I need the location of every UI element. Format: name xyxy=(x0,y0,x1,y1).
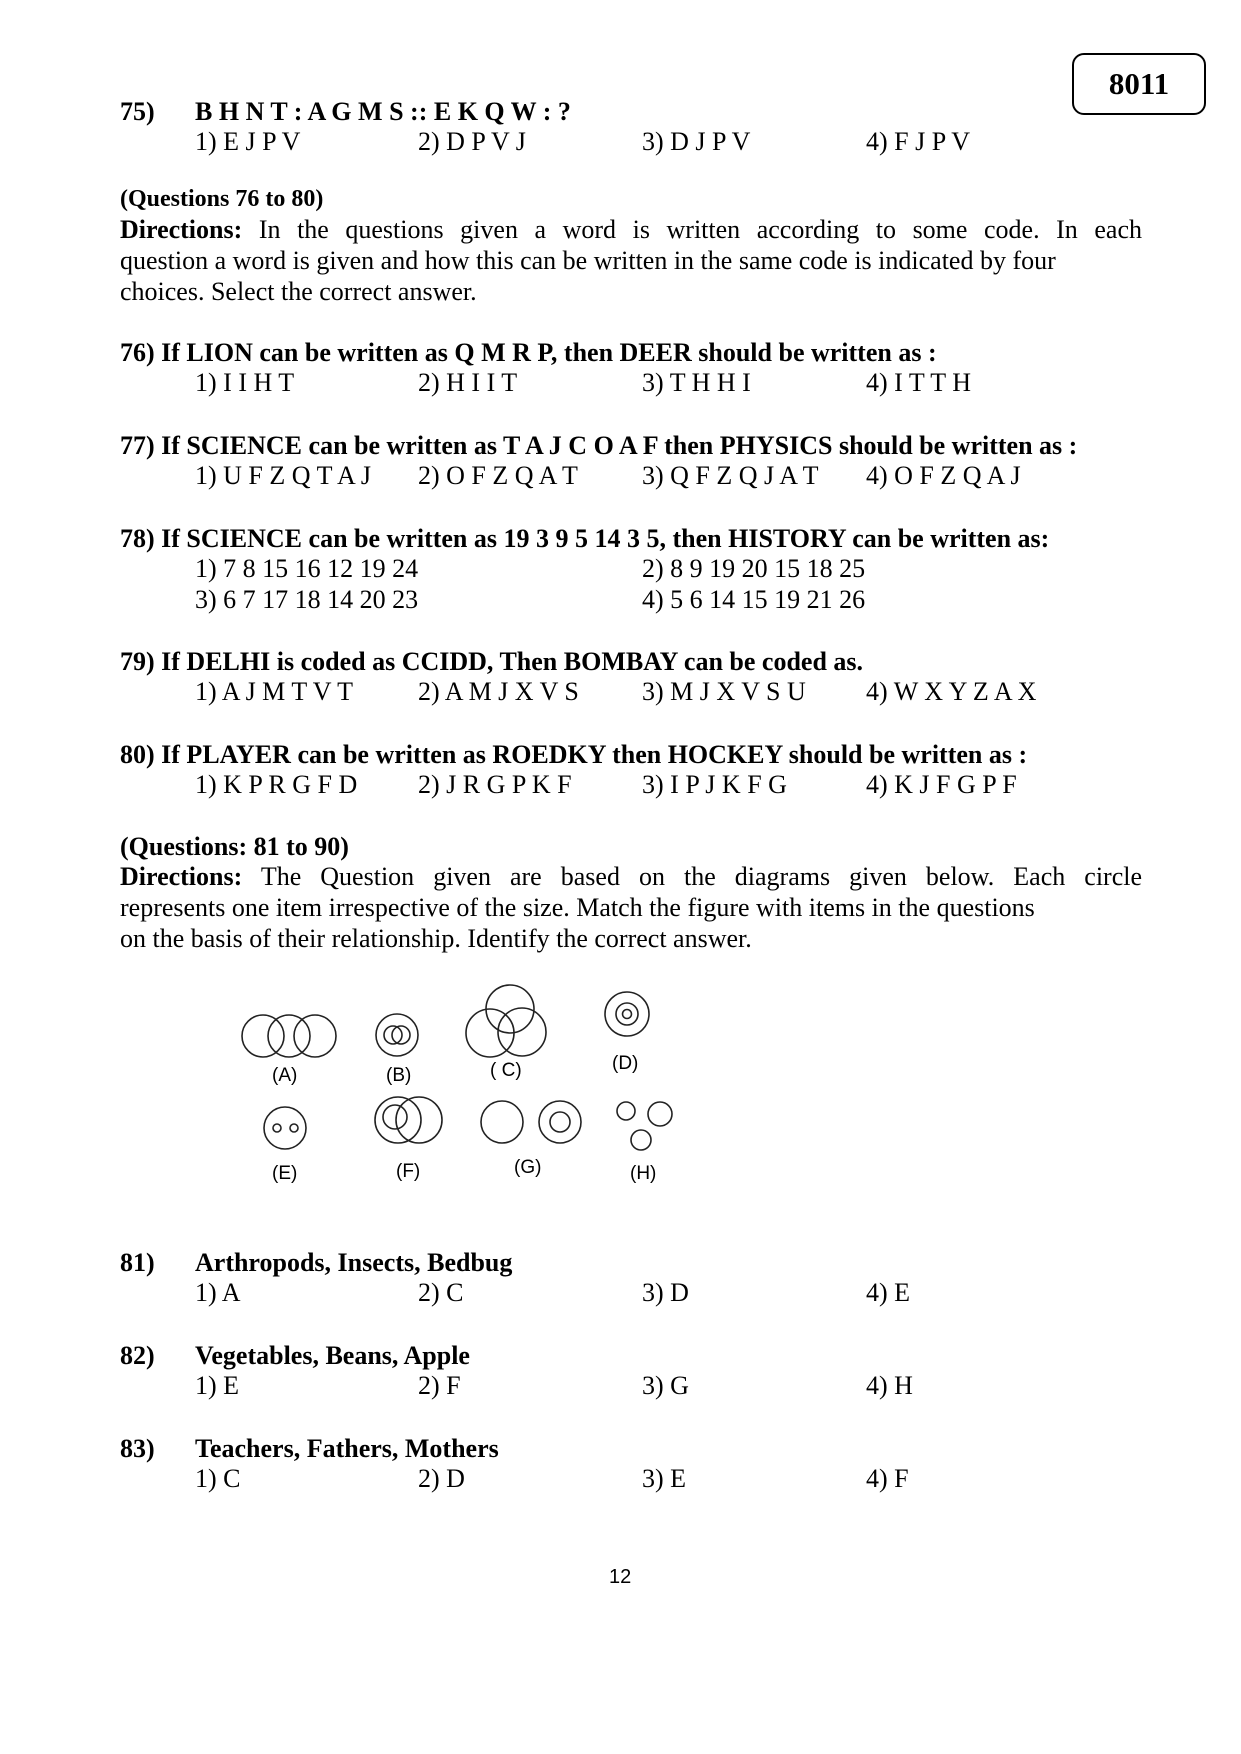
question-80-option-3: 3) I P J K F G xyxy=(642,770,787,799)
question-76-option-1: 1) I I H T xyxy=(195,368,295,397)
diagram-d-label: (D) xyxy=(612,1053,639,1074)
question-77-option-4: 4) O F Z Q A J xyxy=(866,461,1021,490)
page-number: 12 xyxy=(609,1566,632,1588)
diagram-c-label: ( C) xyxy=(490,1060,522,1081)
question-78-option-3: 3) 6 7 17 18 14 20 23 xyxy=(195,585,419,614)
diagram-g xyxy=(481,1101,581,1143)
diagram-g-label: (G) xyxy=(514,1157,542,1178)
diagram-f-label: (F) xyxy=(396,1161,421,1182)
diagram-a-label: (A) xyxy=(272,1065,298,1086)
directions-81-90-line-3: on the basis of their relationship. Identify the correct answer. xyxy=(120,924,752,953)
question-79-option-4: 4) W X Y Z A X xyxy=(866,677,1037,706)
diagram-h-label: (H) xyxy=(630,1163,657,1184)
question-80-option-4: 4) K J F G P F xyxy=(866,770,1017,799)
diagram-b-label: (B) xyxy=(386,1065,412,1086)
question-83-option-3: 3) E xyxy=(642,1464,687,1493)
question-81-option-4: 4) E xyxy=(866,1278,911,1307)
question-81-number: 81) xyxy=(120,1248,155,1277)
question-81-option-2: 2) C xyxy=(418,1278,464,1307)
question-82-option-3: 3) G xyxy=(642,1371,689,1400)
question-75-option-1: 1) E J P V xyxy=(195,127,301,156)
question-78-stem: 78) If SCIENCE can be written as 19 3 9 5 14 3 5, then HISTORY can be written as: xyxy=(120,524,1050,553)
question-75-option-2: 2) D P V J xyxy=(418,127,526,156)
question-77-stem: 77) If SCIENCE can be written as T A J C O A F then PHYSICS should be written as : xyxy=(120,431,1078,460)
directions-label: Directions: xyxy=(120,215,243,244)
question-81-option-3: 3) D xyxy=(642,1278,689,1307)
diagram-h xyxy=(617,1102,672,1150)
question-78-option-4: 4) 5 6 14 15 19 21 26 xyxy=(642,585,866,614)
question-80-stem: 80) If PLAYER can be written as ROEDKY then HOCKEY should be written as : xyxy=(120,740,1028,769)
question-83-option-2: 2) D xyxy=(418,1464,465,1493)
question-79-option-1: 1) A J M T V T xyxy=(195,677,353,706)
diagram-a xyxy=(242,1015,336,1057)
question-76-stem: 76) If LION can be written as Q M R P, then DEER should be written as : xyxy=(120,338,937,367)
diagram-b xyxy=(376,1014,418,1056)
question-80-option-1: 1) K P R G F D xyxy=(195,770,358,799)
question-75-stem: B H N T : A G M S :: E K Q W : ? xyxy=(195,97,571,126)
directions-76-80-line-3: choices. Select the correct answer. xyxy=(120,277,477,306)
section-heading-81-90: (Questions: 81 to 90) xyxy=(120,832,349,861)
diagram-d xyxy=(605,992,649,1036)
diagram-f xyxy=(375,1097,442,1143)
directions-76-80-text-1: In the questions given a word is written according to some code. In each xyxy=(242,215,1142,244)
section-heading-76-80: (Questions 76 to 80) xyxy=(120,186,324,212)
question-76-option-3: 3) T H H I xyxy=(642,368,751,397)
question-83-option-4: 4) F xyxy=(866,1464,909,1493)
diagram-e-label: (E) xyxy=(272,1163,298,1184)
question-82-stem: Vegetables, Beans, Apple xyxy=(195,1341,470,1370)
question-81-option-1: 1) A xyxy=(195,1278,241,1307)
directions-label: Directions: xyxy=(120,862,243,891)
question-83-option-1: 1) C xyxy=(195,1464,241,1493)
diagram-c xyxy=(466,985,546,1057)
question-79-option-3: 3) M J X V S U xyxy=(642,677,806,706)
question-82-option-2: 2) F xyxy=(418,1371,461,1400)
question-77-option-2: 2) O F Z Q A T xyxy=(418,461,578,490)
question-75-option-3: 3) D J P V xyxy=(642,127,751,156)
question-79-option-2: 2) A M J X V S xyxy=(418,677,579,706)
question-77-option-3: 3) Q F Z Q J A T xyxy=(642,461,819,490)
question-82-option-1: 1) E xyxy=(195,1371,240,1400)
question-78-option-2: 2) 8 9 19 20 15 18 25 xyxy=(642,554,866,583)
diagram-e xyxy=(264,1107,306,1149)
question-79-stem: 79) If DELHI is coded as CCIDD, Then BOMBAY can be coded as. xyxy=(120,647,864,676)
question-82-option-4: 4) H xyxy=(866,1371,913,1400)
question-76-option-2: 2) H I I T xyxy=(418,368,518,397)
directions-81-90-text-1: The Question given are based on the diagrams given below. Each circle xyxy=(242,862,1142,891)
question-76-option-4: 4) I T T H xyxy=(866,368,971,397)
question-82-number: 82) xyxy=(120,1341,155,1370)
question-83-stem: Teachers, Fathers, Mothers xyxy=(195,1434,499,1463)
question-75-number: 75) xyxy=(120,97,155,126)
question-81-stem: Arthropods, Insects, Bedbug xyxy=(195,1248,513,1277)
question-83-number: 83) xyxy=(120,1434,155,1463)
directions-76-80-line-2: question a word is given and how this can be written in the same code is indicated by four xyxy=(120,246,1056,275)
question-78-option-1: 1) 7 8 15 16 12 19 24 xyxy=(195,554,419,583)
paper-code: 8011 xyxy=(1108,66,1170,101)
question-77-option-1: 1) U F Z Q T A J xyxy=(195,461,372,490)
question-75-option-4: 4) F J P V xyxy=(866,127,971,156)
question-80-option-2: 2) J R G P K F xyxy=(418,770,572,799)
directions-81-90-line-2: represents one item irrespective of the size. Match the figure with items in the questions xyxy=(120,893,1035,922)
